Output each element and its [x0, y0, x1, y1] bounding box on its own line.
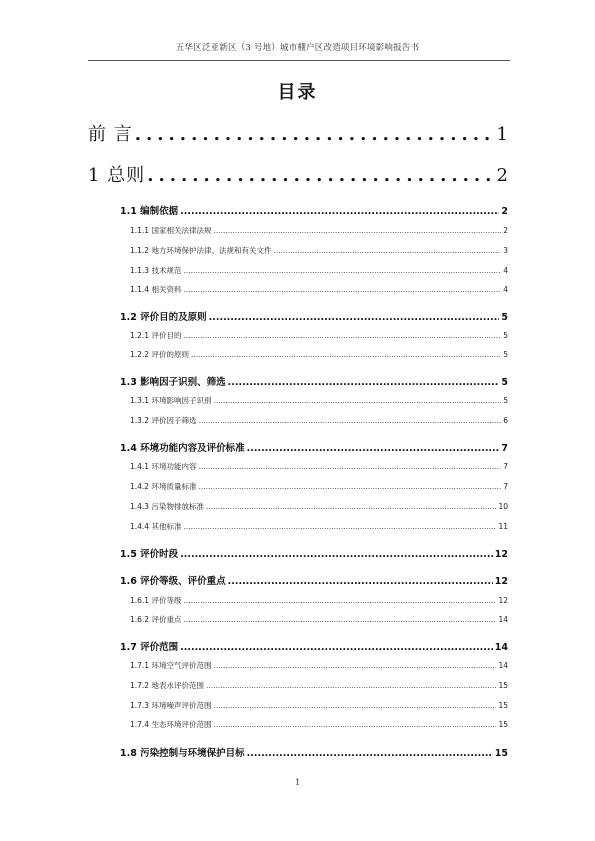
toc-entry-subsection[interactable] [130, 245, 508, 256]
toc-entry-label: 1.7.1 环境空气评价范围 [130, 661, 212, 670]
toc-entry-label: 1.2.1 评价目的 [130, 331, 182, 340]
toc-leader-dots [273, 246, 501, 255]
toc-leader-dots [180, 642, 493, 653]
toc-entry-subsection[interactable] [130, 395, 508, 406]
toc-entry-page: 15 [498, 701, 508, 710]
toc-entry-section[interactable] [120, 440, 508, 454]
toc-entry-label: 1.3.2 评价因子筛选 [130, 416, 197, 425]
toc-entry-page: 15 [498, 720, 508, 729]
toc-entry-subsection[interactable] [130, 461, 508, 472]
toc-leader-dots [191, 350, 501, 359]
toc-leader-dots [213, 701, 496, 710]
toc-leader-dots [206, 502, 496, 511]
toc-entry-page: 7 [503, 482, 508, 491]
toc-leader-dots [147, 165, 494, 186]
toc-entry-label: 1.7.3 环境噪声评价范围 [130, 701, 212, 710]
toc-entry-label: 1.7.4 生态环境评价范围 [130, 720, 212, 729]
toc-entry-page: 5 [501, 312, 508, 323]
toc-leader-dots [247, 443, 500, 454]
toc-entry-subsection[interactable] [130, 349, 508, 360]
toc-entry-subsection[interactable] [130, 330, 508, 341]
toc-entry-page: 11 [498, 522, 508, 531]
toc-leader-dots [183, 331, 501, 340]
toc-leader-dots [213, 661, 496, 670]
toc-entry-subsection[interactable] [130, 415, 508, 426]
toc-entry-label: 1.4.2 环境质量标准 [130, 482, 197, 491]
toc-entry-page: 2 [501, 206, 508, 217]
toc-leader-dots [213, 720, 496, 729]
toc-entry-page: 4 [503, 285, 508, 294]
page-number: 1 [294, 778, 301, 787]
toc-entry-subsection[interactable] [130, 660, 508, 671]
toc-entry-section[interactable] [120, 374, 508, 388]
toc-entry-page: 5 [503, 350, 508, 359]
toc-entry-section[interactable] [120, 573, 508, 587]
toc-entry-subsection[interactable] [130, 225, 508, 236]
toc-entry-section[interactable] [120, 546, 508, 560]
toc-entry-page: 3 [503, 246, 508, 255]
toc-entry-preface[interactable] [88, 120, 508, 146]
toc-entry-page: 14 [498, 615, 508, 624]
toc-entry-label: 1.1.4 相关资料 [130, 285, 182, 294]
toc-entry-subsection[interactable] [130, 265, 508, 276]
toc-entry-label: 1.4 环境功能内容及评价标准 [120, 443, 245, 454]
toc-entry-section[interactable] [120, 309, 508, 323]
toc-entry-label: 1.3 影响因子识别、筛选 [120, 377, 226, 388]
toc-leader-dots [183, 522, 496, 531]
toc-leader-dots [228, 576, 493, 587]
toc-entry-subsection[interactable] [130, 595, 508, 606]
toc-entry-subsection[interactable] [130, 521, 508, 532]
toc-leader-dots [206, 681, 496, 690]
toc-entry-page: 7 [501, 443, 508, 454]
toc-entry-page: 15 [494, 748, 508, 759]
page-header: 五华区泛亚新区（3 号地）城市棚户区改造项目环境影响报告书 [175, 43, 420, 53]
toc-leader-dots [198, 416, 501, 425]
toc-entry-page: 5 [501, 377, 508, 388]
toc-entry-label: 1.7 评价范围 [120, 642, 179, 653]
toc-entry-subsection[interactable] [130, 719, 508, 730]
toc-leader-dots [180, 549, 493, 560]
toc-entry-label: 1.1.3 技术规范 [130, 266, 182, 275]
toc-entry-label: 1.6.1 评价等级 [130, 596, 182, 605]
toc-leader-dots [213, 396, 501, 405]
toc-entry-label: 1.4.3 污染物排放标准 [130, 502, 204, 511]
toc-entry-label: 1.2.2 评价的原则 [130, 350, 189, 359]
toc-entry-subsection[interactable] [130, 481, 508, 492]
toc-entry-section[interactable] [120, 203, 508, 217]
toc-entry-label: 1.6 评价等级、评价重点 [120, 576, 226, 587]
toc-entry-label: 1.3.1 环境影响因子识别 [130, 396, 212, 405]
toc-entry-page: 15 [498, 681, 508, 690]
toc-title: 目录 [277, 82, 318, 103]
toc-entry-label: 1.4.4 其他标准 [130, 522, 182, 531]
toc-entry-general-principles[interactable] [88, 161, 508, 187]
toc-entry-page: 1 [496, 124, 508, 145]
toc-entry-section[interactable] [120, 639, 508, 653]
toc-leader-dots [183, 596, 496, 605]
toc-entry-label: 1.5 评价时段 [120, 549, 179, 560]
toc-leader-dots [183, 615, 496, 624]
toc-leader-dots [228, 377, 500, 388]
toc-entry-page: 6 [503, 416, 508, 425]
toc-entry-page: 10 [498, 502, 508, 511]
toc-entry-page: 7 [503, 462, 508, 471]
header-rule [88, 60, 510, 61]
toc-entry-label: 1.7.2 地表水评价范围 [130, 681, 204, 690]
toc-leader-dots [180, 206, 499, 217]
toc-entry-label: 前 言 [88, 124, 133, 145]
toc-entry-label: 1.6.2 评价重点 [130, 615, 182, 624]
toc-entry-page: 12 [494, 549, 508, 560]
toc-leader-dots [213, 226, 501, 235]
toc-leader-dots [247, 748, 493, 759]
toc-entry-label: 1.2 评价目的及原则 [120, 312, 207, 323]
toc-entry-subsection[interactable] [130, 501, 508, 512]
toc-entry-page: 2 [496, 165, 508, 186]
toc-entry-label: 1.1.1 国家相关法律法规 [130, 226, 212, 235]
toc-entry-subsection[interactable] [130, 700, 508, 711]
toc-entry-page: 12 [498, 596, 508, 605]
toc-leader-dots [135, 124, 495, 145]
toc-entry-page: 5 [503, 396, 508, 405]
toc-leader-dots [198, 462, 501, 471]
toc-entry-page: 4 [503, 266, 508, 275]
toc-entry-page: 12 [494, 576, 508, 587]
toc-entry-page: 14 [494, 642, 508, 653]
toc-leader-dots [183, 266, 501, 275]
toc-entry-page: 14 [498, 661, 508, 670]
toc-entry-section[interactable] [120, 745, 508, 759]
toc-leader-dots [209, 312, 500, 323]
toc-entry-page: 2 [503, 226, 508, 235]
toc-entry-subsection[interactable] [130, 614, 508, 625]
toc-entry-label: 1.4.1 环境功能内容 [130, 462, 197, 471]
toc-entry-subsection[interactable] [130, 284, 508, 295]
toc-entry-label: 1.1.2 地方环境保护法律、法规和有关文件 [130, 246, 272, 255]
toc-entry-subsection[interactable] [130, 680, 508, 691]
toc-entry-label: 1.1 编制依据 [120, 206, 179, 217]
toc-leader-dots [198, 482, 501, 491]
toc-entry-label: 1.8 污染控制与环境保护目标 [120, 748, 245, 759]
toc-entry-label: 1 总则 [88, 165, 146, 186]
toc-leader-dots [183, 285, 501, 294]
toc-entry-page: 5 [503, 331, 508, 340]
